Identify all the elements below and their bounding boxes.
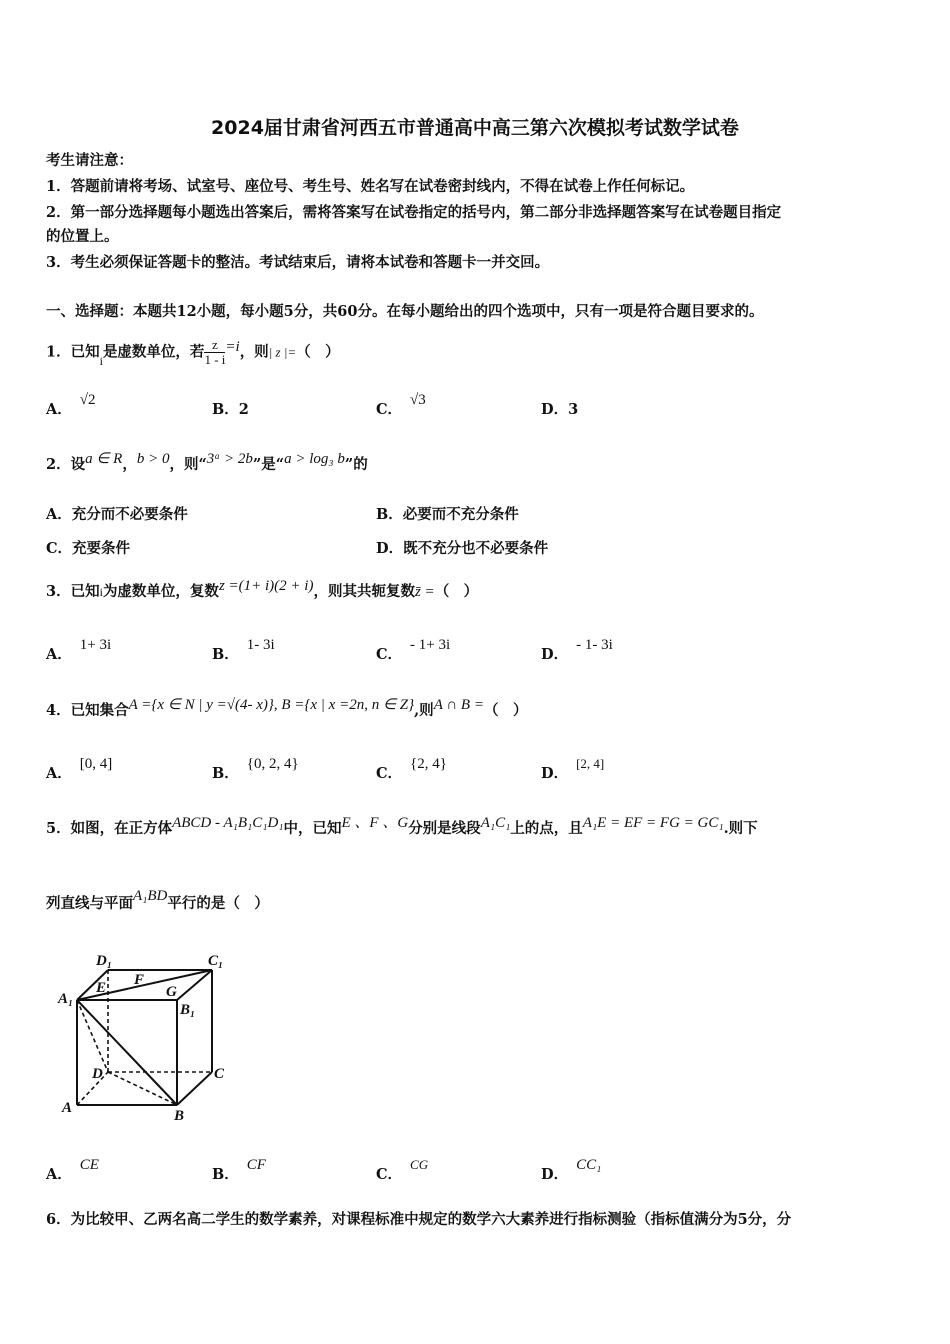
- option-d: D．- 1- 3i: [541, 637, 613, 663]
- label-b: B: [174, 1108, 185, 1124]
- option-d: D．既不充分也不必要条件: [376, 540, 549, 557]
- option-c: C．充要条件: [46, 540, 131, 557]
- option-d: D．[2, 4]: [541, 756, 605, 782]
- option-b: B．{0, 2, 4}: [212, 756, 299, 782]
- notice-item: 3．考生必须保证答题卡的整洁。考试结束后，请将本试卷和答题卡一并交回。: [46, 254, 550, 271]
- question-6: 6．为比较甲、乙两名高二学生的数学素养，对课程标准中规定的数学六大素养进行指标测验（指标值满分为5分，分: [46, 1211, 792, 1228]
- option-c: C．√3: [376, 392, 426, 418]
- option-b: B．1- 3i: [212, 637, 275, 663]
- option-c: C．CG: [376, 1157, 429, 1183]
- label-a: A: [62, 1100, 73, 1116]
- notice-item: 2．第一部分选择题每小题选出答案后，需将答案写在试卷指定的括号内，第二部分非选择题答案写在试卷题目指定: [46, 204, 782, 221]
- label-g: G: [166, 984, 177, 1000]
- question-1: 1．已知$_i$是虚数单位，若 $\frac{z}{1 - i}$ =i，则| z |=（ ）: [46, 337, 340, 368]
- fraction: $\frac{z}{1 - i}$: [204, 337, 226, 367]
- label-f: F: [134, 972, 145, 988]
- label-d1: D₁: [96, 953, 113, 969]
- option-a: A．CE: [46, 1157, 99, 1183]
- option-a: A．√2: [46, 392, 96, 418]
- option-a: A．充分而不必要条件: [46, 506, 188, 523]
- question-5: 5．如图，在正方体ABCD - A₁B₁C₁D₁中，已知E 、F 、G分别是线段A₁C₁上的点，且A₁E = EF = FG = GC₁.则下: [46, 815, 758, 837]
- option-a: A．[0, 4]: [46, 756, 113, 782]
- option-c: C．- 1+ 3i: [376, 637, 451, 663]
- label-c1: C₁: [208, 953, 224, 969]
- option-a: A．1+ 3i: [46, 637, 112, 663]
- label-c: C: [214, 1066, 225, 1082]
- section-heading: 一、选择题：本题共12小题，每小题5分，共60分。在每小题给出的四个选项中，只有一项是符合题目要求的。: [46, 303, 764, 320]
- cube-figure: [56, 948, 236, 1128]
- label-d: D: [92, 1066, 103, 1082]
- option-c: C．{2, 4}: [376, 756, 447, 782]
- notice-item: 的位置上。: [46, 228, 119, 245]
- question-4: 4．已知集合A ={x ∈ N | y =√(4- x)}, B ={x | x =2n, n ∈ Z},则A ∩ B =（ ）: [46, 697, 528, 719]
- option-b: B．CF: [212, 1157, 266, 1183]
- question-5-line2: 列直线与平面A₁BD平行的是（ ）: [46, 888, 269, 912]
- option-b: B．2: [212, 401, 249, 418]
- label-e: E: [96, 980, 107, 996]
- question-2: 2．设a ∈ R，b > 0，则“3ᵃ > 2b”是“a > log₃ b”的: [46, 451, 368, 473]
- label-a1: A₁: [58, 991, 74, 1007]
- option-d: D．3: [541, 401, 579, 418]
- option-b: B．必要而不充分条件: [376, 506, 519, 523]
- notice-item: 1．答题前请将考场、试室号、座位号、考生号、姓名写在试卷密封线内，不得在试卷上作任何标记。: [46, 178, 695, 195]
- label-b1: B₁: [180, 1002, 196, 1018]
- page-title: 2024届甘肃省河西五市普通高中高三第六次模拟考试数学试卷: [211, 117, 739, 139]
- option-d: D．CC₁: [541, 1157, 602, 1183]
- question-3: 3．已知i为虚数单位，复数z =(1+ i)(2 + i)，则其共轭复数z̄ =（ ）: [46, 578, 479, 600]
- notice-heading: 考生请注意：: [46, 152, 133, 169]
